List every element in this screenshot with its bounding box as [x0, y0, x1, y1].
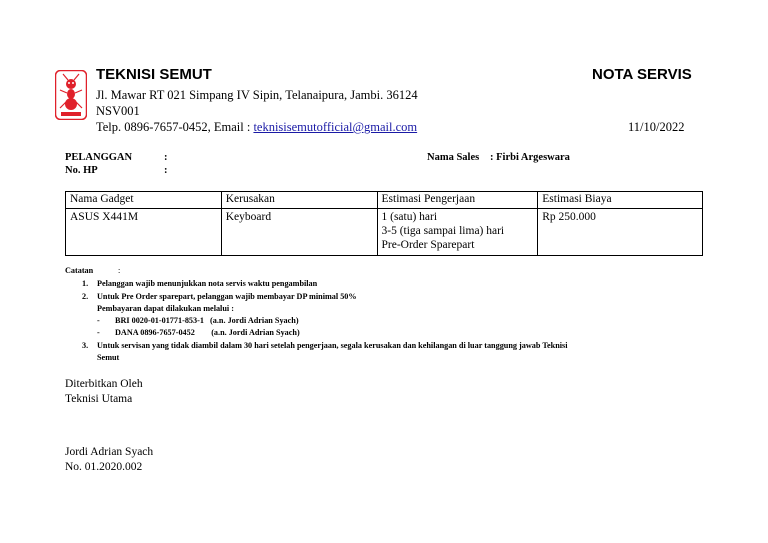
estimate-line: Pre-Order Sparepart — [381, 239, 475, 251]
header-cost: Estimasi Biaya — [538, 192, 703, 209]
company-name: TEKNISI SEMUT — [96, 66, 212, 83]
document-number: NSV001 — [96, 104, 140, 118]
cell-gadget: ASUS X441M — [66, 209, 222, 256]
estimate-line: 3-5 (tiga sampai lima) hari — [381, 225, 505, 237]
bullet-dash: - — [97, 328, 100, 337]
note-number: 3. — [82, 341, 89, 350]
contact-phone: Telp. 0896-7657-0452, Email : — [96, 120, 254, 134]
estimate-line: 1 (satu) hari — [381, 211, 438, 223]
cell-estimate — [377, 209, 538, 256]
note-3-cont: Semut — [97, 353, 120, 362]
cell-cost: Rp 250.000 — [538, 209, 703, 256]
note-number: 1. — [82, 279, 89, 288]
ant-mascot-icon — [55, 70, 87, 120]
payment-dana: DANA 0896-7657-0452 (a.n. Jordi Adrian Syach) — [115, 328, 300, 337]
pelanggan-label: PELANGGAN — [65, 152, 133, 163]
header-estimate: Estimasi Pengerjaan — [377, 192, 538, 209]
bullet-dash: - — [97, 316, 100, 325]
header-gadget: Nama Gadget — [66, 192, 222, 209]
note-2-sub: Pembayaran dapat dilakukan melalui : — [97, 304, 234, 313]
issuer-role: Teknisi Utama — [65, 393, 133, 405]
payment-bri: BRI 0020-01-01771-853-1 (a.n. Jordi Adrian Syach) — [115, 316, 299, 325]
contact-line — [96, 120, 417, 135]
email-link[interactable]: teknisisemutofficial@gmail.com — [253, 120, 418, 134]
notes-label: Catatan — [65, 266, 94, 275]
header-damage: Kerusakan — [221, 192, 377, 209]
hp-label: No. HP — [65, 165, 98, 176]
note-number: 2. — [82, 292, 89, 301]
note-1: Pelanggan wajib menunjukkan nota servis waktu pengambilan — [97, 279, 318, 288]
service-table — [65, 191, 703, 256]
note-3: Untuk servisan yang tidak diambil dalam 30 hari setelah pengerjaan, segala kerusakan dan kehilangan di luar tanggung jawab Teknisi — [97, 341, 568, 350]
table-row — [66, 209, 703, 256]
sales-value: : Firbi Argeswara — [490, 152, 570, 163]
cell-damage: Keyboard — [221, 209, 377, 256]
table-header-row — [66, 192, 703, 209]
issued-by-label: Diterbitkan Oleh — [65, 378, 143, 390]
pelanggan-colon: : — [164, 152, 168, 163]
signer-number: No. 01.2020.002 — [65, 461, 143, 473]
document-title: NOTA SERVIS — [592, 66, 692, 83]
note-2: Untuk Pre Order sparepart, pelanggan wajib membayar DP minimal 50% — [97, 292, 357, 301]
signer-name: Jordi Adrian Syach — [65, 446, 154, 458]
notes-colon: : — [118, 266, 121, 275]
document-date: 11/10/2022 — [628, 120, 685, 134]
hp-colon: : — [164, 165, 168, 176]
company-logo — [55, 70, 87, 120]
sales-label: Nama Sales — [427, 152, 480, 163]
company-address: Jl. Mawar RT 021 Simpang IV Sipin, Telanaipura, Jambi. 36124 — [96, 88, 418, 102]
